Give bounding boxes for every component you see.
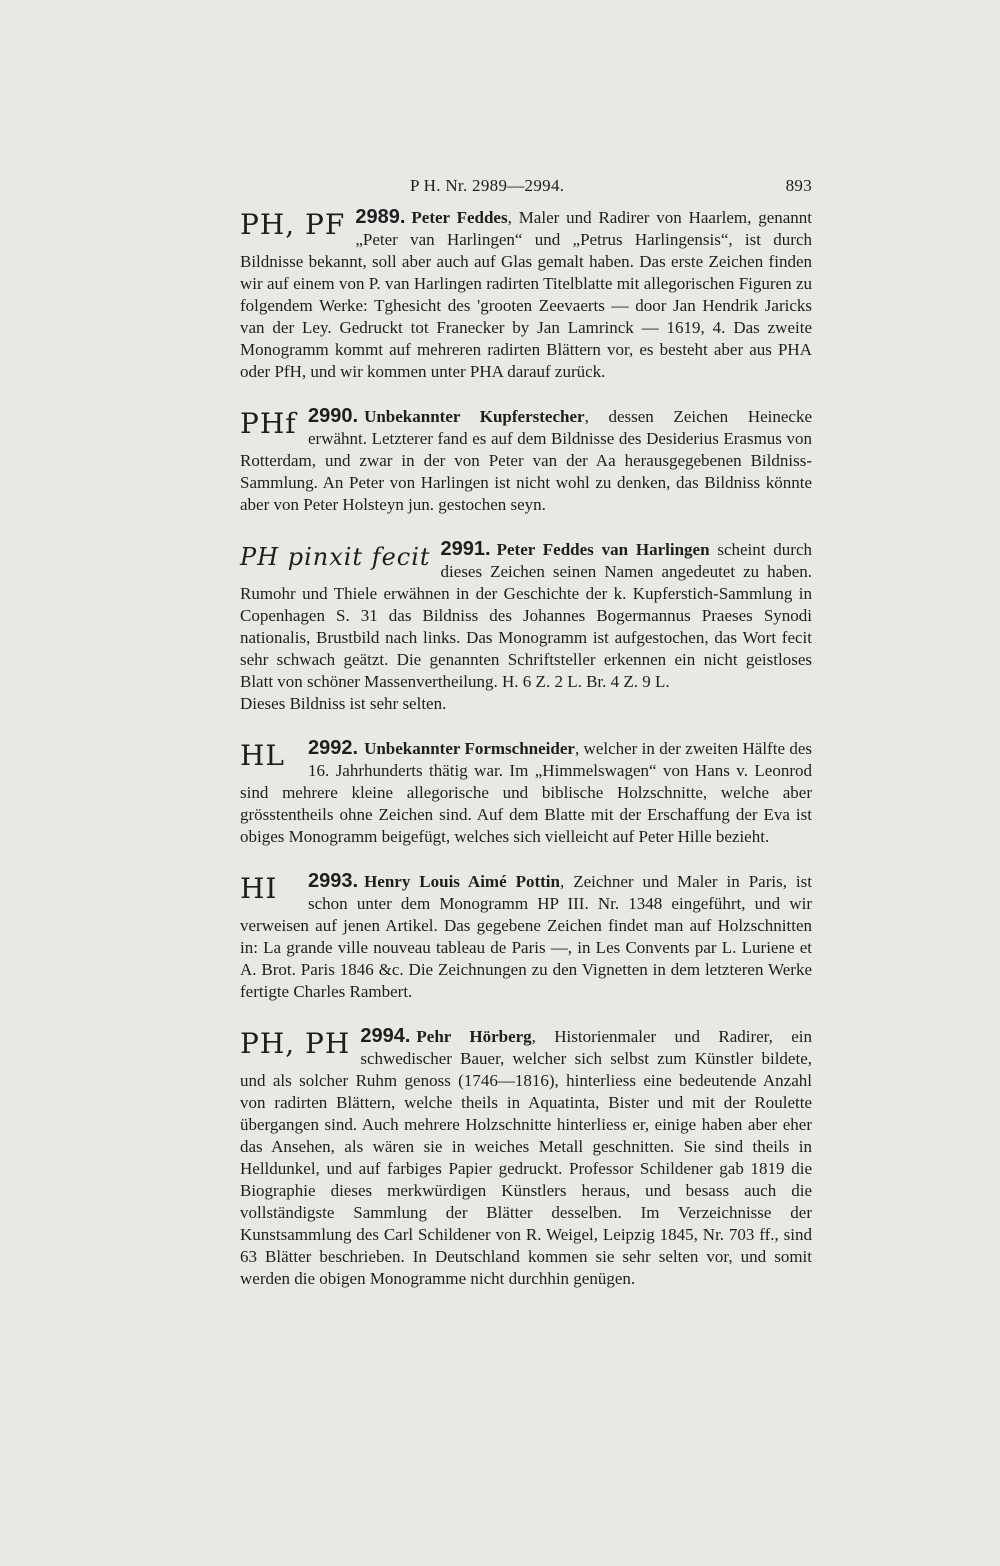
entry-2991 — [240, 538, 812, 715]
entry-text: , Maler und Radirer von Haarlem, genannt „Peter van Harlingen“ und „Petrus Harlingensis“, ist durch Bildnisse bekannt, soll aber auch auf Glas gemalt haben. Das erste Zeichen finden wir auf einem von P. van Harlingen radirten Titelblatte mit allegorischen Figuren zu folgendem Werke: Tghesicht des 'grooten Zeevaerts — door Jan Hendrik Jaricks van der Ley. Gedruckt tot Franecker by Jan Lamrinck — 1619, 4. Das zweite Monogramm kommt auf mehreren radirten Blättern vor, es besteht aber aus PHA oder PfH, und wir kommen unter PHA darauf zurück. — [240, 208, 813, 381]
entry-number: 2989. — [355, 206, 406, 228]
entry-name: Peter Feddes van Harlingen — [496, 540, 710, 559]
monogram-image: HI — [240, 872, 278, 905]
entry-2993 — [240, 870, 812, 1003]
monogram-image: HL — [240, 739, 286, 772]
entry-2994 — [240, 1025, 812, 1290]
entry-number: 2994. — [360, 1025, 411, 1047]
monogram-image: PH, PH — [240, 1027, 351, 1060]
entry-2992 — [240, 737, 812, 848]
entry-text: , Historienmaler und Radirer, ein schwedischer Bauer, welcher sich selbst zum Künstler bildete, und als solcher Ruhm genoss (1746—1816), hinterliess eine bedeutende Anzahl von radirten Blättern, welche theils in Aquatinta, Bister und mit der Roulette übergangen sind. Auch mehrere Holzschnitte hinterliess er, einige haben aber eher das Ansehen, als wären sie in weiches Metall geschnitten. Sie sind theils in Helldunkel, und auf farbiges Papier gedruckt. Professor Schildener gab 1819 die Biographie dieses merkwürdigen Künstlers heraus, und besass auch die vollständigste Sammlung der Blätter desselben. Im Verzeichnisse der Kunstsammlung des Carl Schildener von R. Weigel, Leipzig 1845, Nr. 703 ff., sind 63 Blätter beschrieben. In Deutschland kommen sie sehr selten vor, und somit werden die obigen Monogramme nicht durchhin genügen. — [240, 1027, 812, 1288]
entry-note: Dieses Bildniss ist sehr selten. — [240, 694, 447, 713]
entry-2990 — [240, 405, 812, 516]
header-title: P H. Nr. 2989—2994. — [410, 176, 565, 195]
entry-text: , dessen Zeichen Heinecke erwähnt. Letzterer fand es auf dem Bildnisse des Desiderius Erasmus von Rotterdam, und zwar in der von Peter van der Aa herausgegebenen Bildniss-Sammlung. An Peter von Harlingen ist nicht wohl zu denken, das Bildniss könnte aber von Peter Holsteyn jun. gestochen seyn. — [240, 407, 813, 514]
entry-name: Peter Feddes — [411, 208, 508, 227]
page-number: 893 — [785, 176, 812, 195]
entry-number: 2991. — [440, 538, 491, 560]
entry-number: 2990. — [308, 405, 359, 427]
entry-name: Henry Louis Aimé Pottin — [364, 872, 560, 891]
entry-text: , Zeichner und Maler in Paris, ist schon unter dem Monogramm HP III. Nr. 1348 eingeführt, und wir verweisen auf jenen Artikel. Das gegebene Zeichen findet man auf Holzschnitten in: La grande ville nouveau tableau de Paris —, in Les Convents par L. Luriene et A. Brot. Paris 1846 &c. Die Zeichnungen zu den Vignetten in dem letzteren Werke fertigte Charles Rambert. — [240, 872, 812, 1001]
monogram-image: PH, PF — [240, 208, 346, 241]
entry-text: , welcher in der zweiten Hälfte des 16. Jahrhunderts thätig war. Im „Himmelswagen“ von Hans v. Leonrod sind mehrere kleine allegorische und biblische Holzschnitte, welche aber grösstentheils ohne Zeichen sind. Auf dem Blatte mit der Erschaffung der Eva ist obiges Monogramm beigefügt, welches sich vielleicht auf Peter Hille bezieht. — [240, 739, 812, 846]
monogram-image: PH pinxit fecit — [240, 543, 431, 571]
entry-name: Unbekannter Formschneider — [364, 739, 575, 758]
entry-2989 — [240, 206, 812, 383]
body-text — [240, 206, 812, 1312]
entry-name: Pehr Hörberg — [416, 1027, 532, 1046]
entry-number: 2992. — [308, 737, 359, 759]
monogram-image: PHf — [240, 407, 297, 440]
entry-name: Unbekannter Kupferstecher — [364, 407, 585, 426]
entry-number: 2993. — [308, 870, 359, 892]
entry-text: scheint durch dieses Zeichen seinen Namen angedeutet zu haben. Rumohr und Thiele erwähnen in der Geschichte der k. Kupferstich-Sammlung in Copenhagen S. 31 das Bildniss des Johannes Bogermannus Praeses Synodi nationalis, Brustbild nach links. Das Monogramm ist aufgestochen, das Wort fecit sehr schwach geätzt. Die genannten Schriftsteller erkennen ein nicht geistloses Blatt von schöner Massenvertheilung. H. 6 Z. 2 L. Br. 4 Z. 9 L. — [240, 540, 813, 691]
